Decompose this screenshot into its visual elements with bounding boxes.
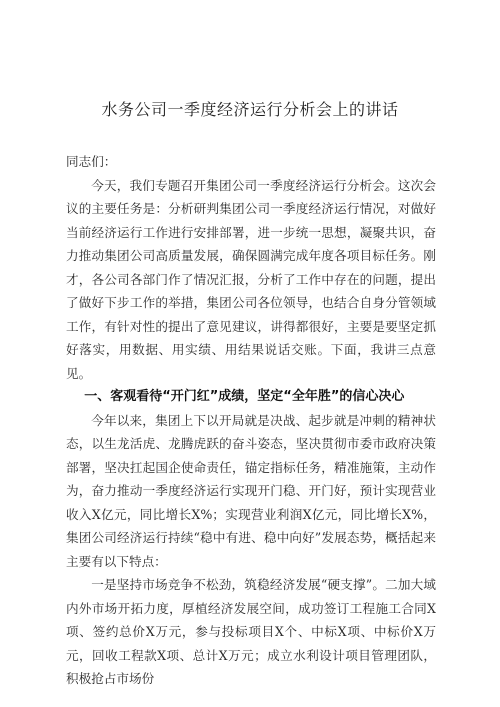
- document-body: [66, 150, 436, 691]
- salutation: 同志们：: [66, 154, 117, 169]
- section-heading: 一、客观看待“开门红”成绩，坚定“全年胜”的信心决心: [84, 389, 405, 404]
- section-paragraph: 一是坚持市场竞争不松劲，筑稳经济发展“硬支撑”。二加大域内外市场开拓力度，厚植经济发展空间，成功签订工程施工合同X项、签约总价X万元，参与投标项目X个、中标X项、中标价X万元，回收工程款X项、总计X万元；成立水利设计项目管理团队，积极抢占市场份: [66, 577, 436, 686]
- section-paragraph: 今年以来，集团上下以开局就是决战、起步就是冲刺的精神状态，以生龙活虎、龙腾虎跃的奋斗姿态，坚决贯彻市委市政府决策部署，坚决扛起国企使命责任，锚定指标任务，精准施策，主动作为，奋力推动一季度经济运行实现开门稳、开门好，预计实现营业收入X亿元，同比增长X%；实现营业利润X亿元，同比增长X%，集团公司经济运行持续“稳中有进、稳中向好”发展态势，概括起来主要有以下特点：: [66, 412, 436, 569]
- document-title: 水务公司一季度经济运行分析会上的讲话: [101, 100, 399, 119]
- intro-paragraph: 今天，我们专题召开集团公司一季度经济运行分析会。这次会议的主要任务是：分析研判集团公司一季度经济运行情况，对做好当前经济运行工作进行安排部署，进一步统一思想，凝聚共识，奋力推动集团公司高质量发展，确保圆满完成年度各项目标任务。刚才，各公司各部门作了情况汇报，分析了工作中存在的问题，提出了做好下步工作的举措，集团公司各位领导，也结合自身分管领域工作，有针对性的提出了意见建议，讲得都很好，主要是要坚定抓好落实，用数据、用实绩、用结果说话交账。下面，我讲三点意见。: [66, 177, 436, 381]
